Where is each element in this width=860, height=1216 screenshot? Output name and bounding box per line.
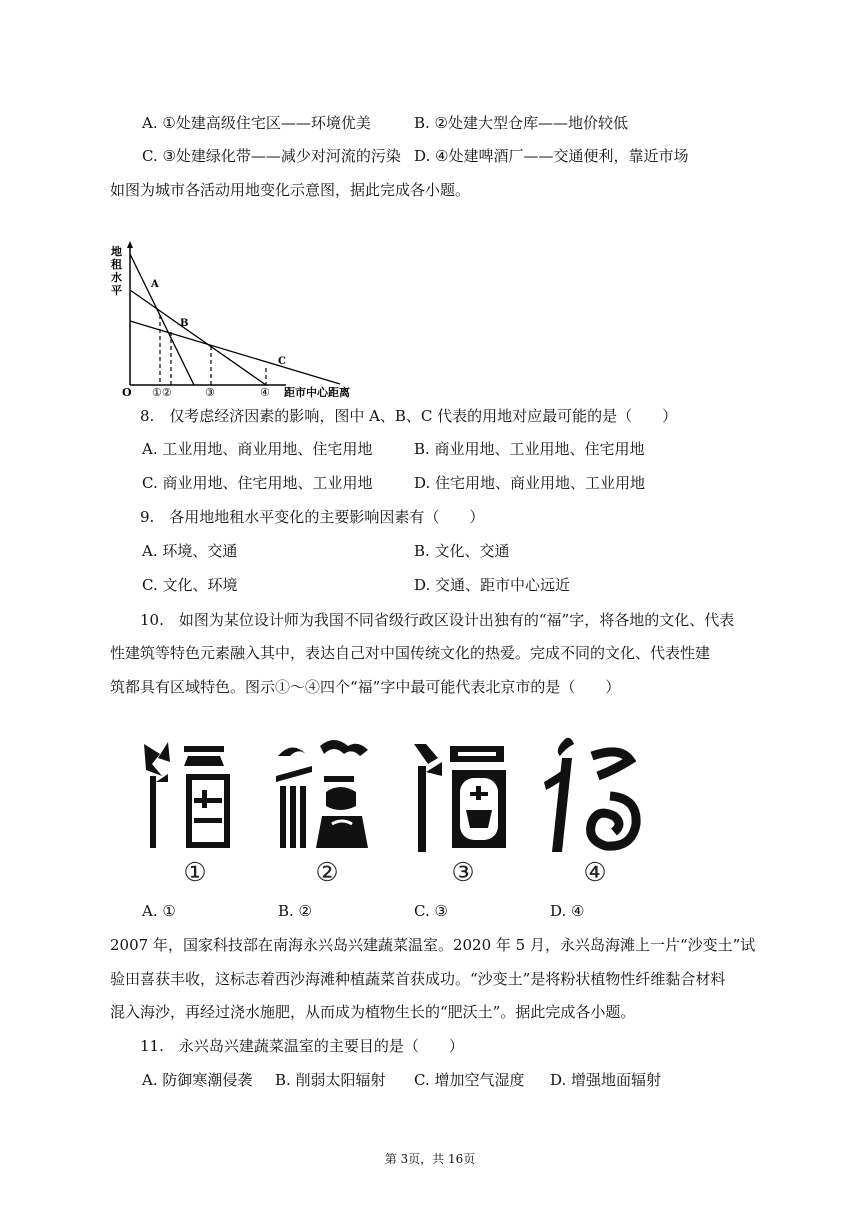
q10-option-d[interactable]: D. ④ bbox=[550, 902, 585, 920]
fu-character-3-image bbox=[408, 736, 518, 856]
svg-text:②: ② bbox=[315, 858, 339, 888]
q9-option-d[interactable]: D. 交通、距市中心远近 bbox=[414, 576, 571, 594]
q10-stem-line2: 性建筑等特色元素融入其中，表达自己对中国传统文化的热爱。完成不同的文化、代表性建 bbox=[110, 644, 711, 662]
fu-character-2-image bbox=[272, 736, 382, 856]
q8-stem: 8. 仅考虑经济因素的影响，图中 A、B、C 代表的用地对应最可能的是（ ） bbox=[140, 407, 678, 425]
q11-option-a[interactable]: A. 防御寒潮侵袭 bbox=[142, 1071, 253, 1089]
label-B: B bbox=[180, 318, 189, 329]
q9-stem: 9. 各用地地租水平变化的主要影响因素有（ ） bbox=[140, 508, 485, 526]
q11-option-c[interactable]: C. 增加空气湿度 bbox=[414, 1071, 525, 1089]
svg-text:①: ① bbox=[183, 858, 207, 888]
prev-option-c: C. ③处建绿化带——减少对河流的污染 bbox=[142, 147, 401, 165]
q8-option-b[interactable]: B. 商业用地、工业用地、住宅用地 bbox=[414, 440, 645, 458]
svg-text:④: ④ bbox=[583, 858, 607, 888]
land-rent-chart bbox=[108, 240, 368, 398]
q11-option-b[interactable]: B. 削弱太阳辐射 bbox=[275, 1071, 386, 1089]
q8-option-d[interactable]: D. 住宅用地、商业用地、工业用地 bbox=[414, 474, 646, 492]
q11-stem: 11. 永兴岛兴建蔬菜温室的主要目的是（ ） bbox=[140, 1037, 464, 1055]
q9-option-b[interactable]: B. 文化、交通 bbox=[414, 542, 510, 560]
fu-character-4-image bbox=[540, 736, 650, 856]
mark-4: ④ bbox=[260, 386, 270, 398]
fu-character-1-image bbox=[140, 736, 250, 856]
y-axis-label: 地 bbox=[111, 245, 122, 258]
svg-text:平: 平 bbox=[111, 284, 122, 297]
prev-option-a: A. ①处建高级住宅区——环境优美 bbox=[142, 114, 371, 132]
q10-stem-line1: 10. 如图为某位设计师为我国不同省级行政区设计出独有的“福”字，将各地的文化、代表 bbox=[140, 611, 735, 629]
q8-option-a[interactable]: A. 工业用地、商业用地、住宅用地 bbox=[142, 440, 373, 458]
fu-label-4 bbox=[540, 857, 650, 889]
prev-option-d: D. ④处建啤酒厂——交通便利，靠近市场 bbox=[414, 147, 689, 165]
passage-line2: 验田喜获丰收，这标志着西沙海滩种植蔬菜首获成功。“沙变土”是将粉状植物性纤维黏合材料 bbox=[110, 970, 726, 988]
passage-line1: 2007 年，国家科技部在南海永兴岛兴建蔬菜温室。2020 年 5 月，永兴岛海滩上一片“沙变土”试 bbox=[110, 936, 756, 954]
q10-option-c[interactable]: C. ③ bbox=[414, 902, 448, 920]
page-footer: 第 3页，共 16页 bbox=[384, 1152, 476, 1166]
label-A: A bbox=[151, 279, 159, 290]
mark-12: ①② bbox=[152, 386, 172, 398]
x-axis-label: 距市中心距离 bbox=[284, 386, 350, 398]
mark-3: ③ bbox=[205, 386, 215, 398]
q9-option-c[interactable]: C. 文化、环境 bbox=[142, 576, 238, 594]
chart-intro: 如图为城市各活动用地变化示意图，据此完成各小题。 bbox=[110, 181, 471, 199]
label-C: C bbox=[278, 356, 286, 367]
q9-option-a[interactable]: A. 环境、交通 bbox=[142, 542, 238, 560]
line-C bbox=[130, 321, 340, 384]
fu-label-3 bbox=[408, 857, 518, 889]
svg-text:水: 水 bbox=[111, 271, 122, 284]
q10-option-b[interactable]: B. ② bbox=[278, 902, 313, 920]
origin-label: O bbox=[122, 386, 132, 398]
passage-line3: 混入海沙，再经过浇水施肥，从而成为植物生长的“肥沃土”。据此完成各小题。 bbox=[110, 1003, 636, 1021]
line-B bbox=[130, 290, 266, 385]
svg-text:③: ③ bbox=[451, 858, 475, 888]
fu-label-1 bbox=[140, 857, 250, 889]
svg-text:租: 租 bbox=[111, 258, 122, 271]
q10-stem-line3: 筑都具有区域特色。图示①～④四个“福”字中最可能代表北京市的是（ ） bbox=[110, 678, 621, 696]
fu-label-2 bbox=[272, 857, 382, 889]
prev-option-b: B. ②处建大型仓库——地价较低 bbox=[414, 114, 629, 132]
q8-option-c[interactable]: C. 商业用地、住宅用地、工业用地 bbox=[142, 474, 373, 492]
q10-option-a[interactable]: A. ① bbox=[142, 902, 176, 920]
q11-option-d[interactable]: D. 增强地面辐射 bbox=[550, 1071, 662, 1089]
